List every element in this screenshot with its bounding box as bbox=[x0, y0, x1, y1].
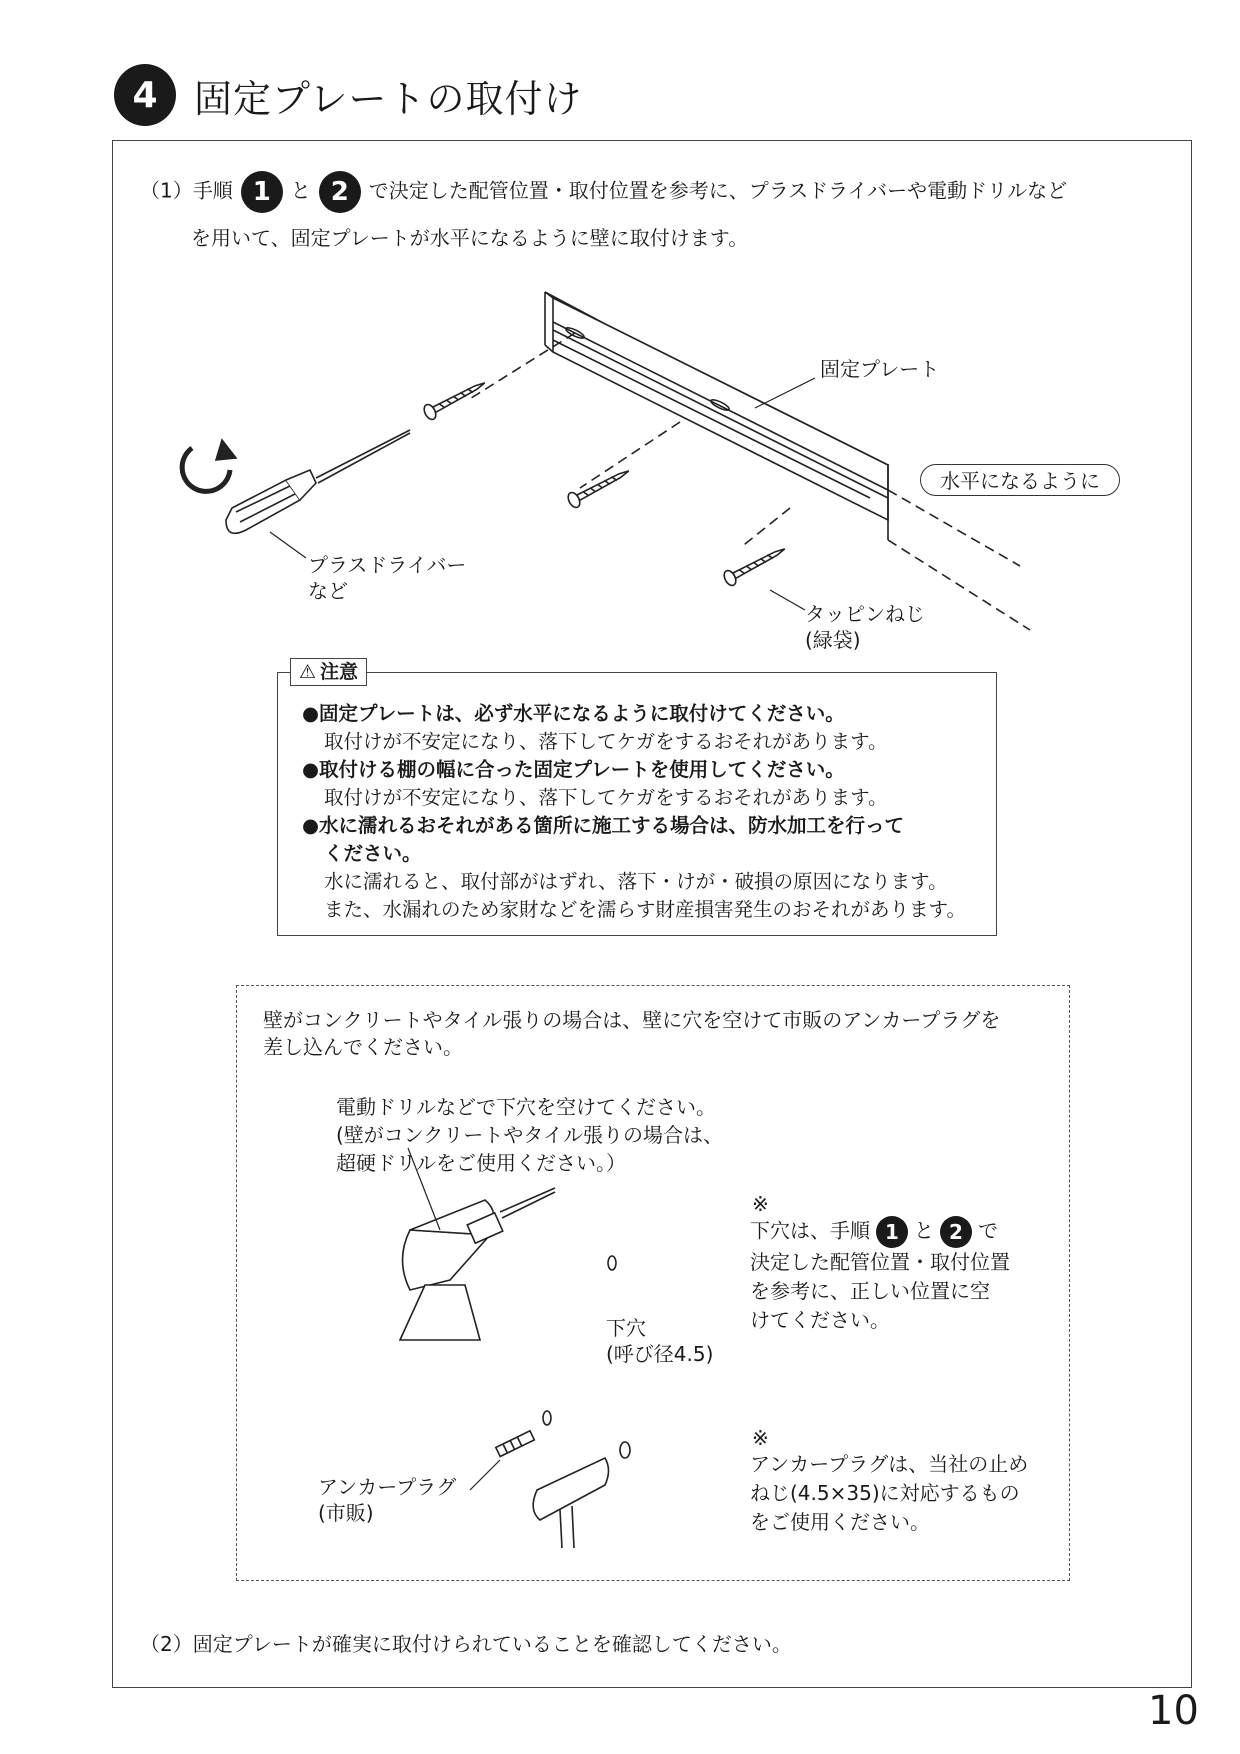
side-note-1-line4: けてください。 bbox=[750, 1308, 890, 1332]
screwdriver-label-line1: プラスドライバー bbox=[308, 553, 467, 577]
level-instruction-pill: 水平になるように bbox=[920, 464, 1120, 496]
caution-item-2-detail: 取付けが不安定になり、落下してケガをするおそれがあります。 bbox=[324, 786, 888, 809]
page-number: 10 bbox=[1148, 1688, 1199, 1734]
screwdriver-label bbox=[308, 552, 466, 604]
caution-tag-text: 注意 bbox=[320, 661, 359, 683]
step1-connector: と bbox=[290, 178, 311, 203]
anchor-plug-label-line2: (市販) bbox=[318, 1501, 374, 1525]
step-ref-1-badge: 1 bbox=[241, 171, 283, 213]
pilot-hole-label-line2: (呼び径4.5) bbox=[606, 1342, 714, 1366]
caution-item-1-detail: 取付けが不安定になり、落下してケガをするおそれがあります。 bbox=[324, 730, 888, 753]
fixing-plate-label: 固定プレート bbox=[820, 357, 940, 381]
side-note-1-connector: と bbox=[914, 1218, 934, 1243]
step1-suffix: で決定した配管位置・取付位置を参考に、プラスドライバーや電動ドリルなど bbox=[368, 178, 1068, 203]
section-number-badge: 4 bbox=[114, 64, 176, 126]
side-note-ref-2-badge: 2 bbox=[940, 1216, 972, 1248]
anchor-plug-side-note bbox=[750, 1450, 1028, 1537]
step1-instruction-line2: を用いて、固定プレートが水平になるように壁に取付けます。 bbox=[191, 226, 749, 250]
screwdriver-illustration bbox=[182, 430, 410, 533]
fixing-plate-illustration bbox=[545, 292, 888, 540]
tapping-screw-label bbox=[805, 601, 925, 653]
side-note-2-line1: アンカープラグは、当社の止め bbox=[750, 1452, 1029, 1476]
side-note-1-suffix: で bbox=[978, 1218, 998, 1243]
side-note-1-line3: を参考に、正しい位置に空 bbox=[750, 1279, 990, 1303]
step-ref-2-badge: 2 bbox=[319, 171, 361, 213]
drill-line2: (壁がコンクリートやタイル張りの場合は、 bbox=[336, 1123, 724, 1147]
note-mark-1: ※ bbox=[752, 1192, 769, 1216]
warning-triangle-icon: ⚠ bbox=[299, 661, 317, 683]
drill-instruction bbox=[336, 1093, 723, 1177]
drill-line1: 電動ドリルなどで下穴を空けてください。 bbox=[336, 1095, 716, 1119]
note-intro-line1: 壁がコンクリートやタイル張りの場合は、壁に穴を空けて市販のアンカープラグを bbox=[263, 1008, 1001, 1032]
side-note-ref-1-badge: 1 bbox=[876, 1216, 908, 1248]
tapping-screw-label-line1: タッピンねじ bbox=[805, 602, 925, 626]
anchor-plug-label-line1: アンカープラグ bbox=[318, 1475, 457, 1499]
note-intro bbox=[263, 1007, 1063, 1061]
section-title: 固定プレートの取付け bbox=[194, 76, 583, 121]
screwdriver-label-line2: など bbox=[308, 579, 348, 603]
anchor-plug-label bbox=[318, 1474, 456, 1526]
note-intro-line2: 差し込んでください。 bbox=[263, 1035, 463, 1059]
caution-tag bbox=[290, 658, 367, 686]
caution-list bbox=[302, 700, 992, 924]
pilot-hole-label bbox=[606, 1315, 713, 1367]
note-mark-2: ※ bbox=[752, 1426, 769, 1450]
side-note-1-line2: 決定した配管位置・取付位置 bbox=[750, 1250, 1010, 1274]
step2-instruction: （2）固定プレートが確実に取付けられていることを確認してください。 bbox=[140, 1632, 792, 1656]
side-note-1-prefix: 下穴は、手順 bbox=[750, 1218, 870, 1243]
caution-item-3-cont: ください。 bbox=[324, 842, 422, 865]
caution-item-1: ●固定プレートは、必ず水平になるように取付けてください。 bbox=[302, 702, 845, 725]
pilot-hole-side-note bbox=[750, 1216, 1010, 1335]
drill-line3: 超硬ドリルをご使用ください。） bbox=[336, 1151, 626, 1175]
caution-item-3-detail: 水に濡れると、取付部がはずれ、落下・けが・破損の原因になります。 bbox=[324, 870, 948, 893]
tapping-screw-label-line2: (緑袋) bbox=[805, 628, 861, 652]
side-note-2-line2: ねじ(4.5×35)に対応するもの bbox=[750, 1481, 1020, 1505]
step1-prefix: （1）手順 bbox=[140, 178, 233, 203]
caution-item-2: ●取付ける棚の幅に合った固定プレートを使用してください。 bbox=[302, 758, 845, 781]
pilot-hole-label-line1: 下穴 bbox=[606, 1316, 646, 1340]
side-note-1-line1 bbox=[750, 1216, 1010, 1248]
side-note-2-line3: をご使用ください。 bbox=[750, 1510, 930, 1534]
caution-item-3: ●水に濡れるおそれがある箇所に施工する場合は、防水加工を行って bbox=[302, 814, 905, 837]
caution-item-3-detail2: また、水漏れのため家財などを濡らす財産損害発生のおそれがあります。 bbox=[324, 898, 966, 921]
